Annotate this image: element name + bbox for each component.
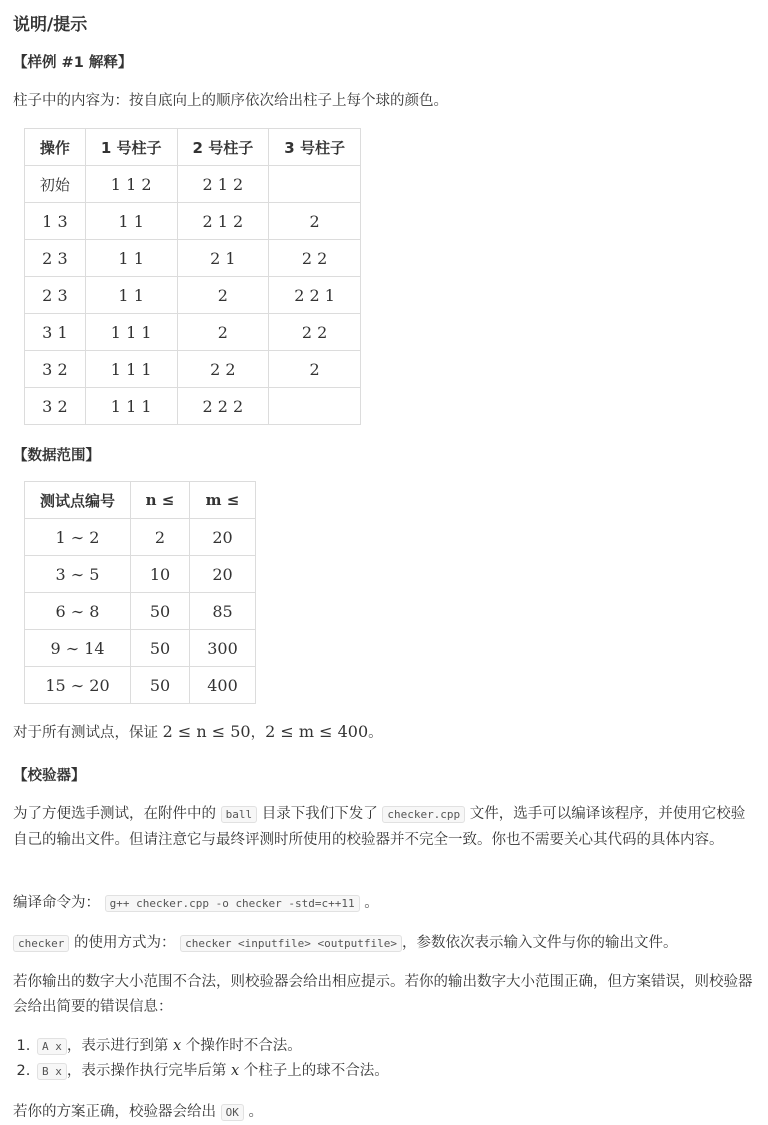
table-row [25,667,256,704]
sample-table-header [25,129,361,166]
range-cell: 20 [190,556,256,593]
sample-cell: 3 1 [25,314,86,351]
sample-header-cell: 2 号柱子 [177,129,269,166]
range-table-header [25,482,256,519]
sample-cell: 1 1 1 [85,388,177,425]
range-cell: 300 [190,630,256,667]
range-cell: 6 ∼ 8 [25,593,131,630]
sample-cell [269,388,361,425]
compile-end: 。 [364,895,379,911]
usage-part1: 的使用方式为： [69,935,176,951]
checker-desc-part3: 文件，选手可以编译该程序，并使用它校验自己的输出文件。但请注意它与最终评测时所使用的校验器并不完全一致。你也不需要关心其代码的具体内容。 [13,806,746,848]
checker-desc-part1: 为了方便选手测试，在附件中的 [13,806,221,822]
range-cell: 400 [190,667,256,704]
range-header-cell: 测试点编号 [25,482,131,519]
sample-cell: 2 2 [177,351,269,388]
sample-cell: 1 1 [85,277,177,314]
range-cell: 2 [131,519,190,556]
list-item [35,1059,755,1084]
table-row [25,277,361,314]
range-cell: 9 ∼ 14 [25,630,131,667]
list-text: ，表示操作执行完毕后第 [66,1063,231,1079]
ball-dir-code: ball [221,806,258,823]
range-cell: 85 [190,593,256,630]
table-row [25,519,256,556]
ok-part1: 若你的方案正确，校验器会给出 [13,1104,221,1120]
sample-cell [269,166,361,203]
sample-cell: 2 1 2 [177,203,269,240]
range-header-cell: n ≤ [131,482,190,519]
table-row [25,166,361,203]
sample-cell: 2 [177,314,269,351]
sample-cell: 2 3 [25,240,86,277]
range-header-cell: m ≤ [190,482,256,519]
table-row [25,314,361,351]
math-var: x [172,1038,182,1054]
constraint-m: 2 ≤ m ≤ 400 [265,722,369,741]
range-cell: 50 [131,667,190,704]
list-text: ，表示进行到第 [66,1038,173,1054]
checker-name-code: checker [13,935,69,952]
compile-code: g++ checker.cpp -o checker -std=c++11 [105,895,360,912]
table-row [25,630,256,667]
ok-code: OK [221,1104,244,1121]
constraint-prefix: 对于所有测试点，保证 [13,725,163,741]
sample-header-cell: 1 号柱子 [85,129,177,166]
list-text: 个操作时不合法。 [181,1038,302,1054]
checker-usage [13,931,753,956]
sample-cell: 2 2 [269,314,361,351]
table-row [25,203,361,240]
sample-cell: 2 [269,203,361,240]
sample-cell: 2 [177,277,269,314]
sample-cell: 2 1 2 [177,166,269,203]
usage-code: checker <inputfile> <outputfile> [180,935,402,952]
ok-note [13,1100,753,1125]
table-row [25,388,361,425]
sample-cell: 1 1 1 [85,314,177,351]
sample-cell: 1 3 [25,203,86,240]
constraint-note [13,720,753,745]
sample-cell: 1 1 2 [85,166,177,203]
list-item [35,1034,755,1059]
checker-title: 【校验器】 [13,768,86,784]
range-cell: 20 [190,519,256,556]
sample-header-cell: 3 号柱子 [269,129,361,166]
range-cell: 1 ∼ 2 [25,519,131,556]
sample-intro: 柱子中的内容为：按自底向上的顺序依次给出柱子上每个球的颜色。 [13,93,448,109]
data-range-title: 【数据范围】 [13,448,100,464]
range-cell: 3 ∼ 5 [25,556,131,593]
sample-cell: 3 2 [25,351,86,388]
range-cell: 15 ∼ 20 [25,667,131,704]
sample-cell: 2 2 [269,240,361,277]
table-row [25,593,256,630]
error-info-paragraph: 若你输出的数字大小范围不合法，则校验器会给出相应提示。若你的输出数字大小范围正确，但方案错误，则校验器会给出简要的错误信息： [13,974,753,1015]
sample-cell: 2 1 [177,240,269,277]
sample-cell: 1 1 [85,203,177,240]
table-row [25,240,361,277]
range-cell: 10 [131,556,190,593]
checker-desc-part2: 目录下我们下发了 [257,806,383,822]
error-code-a: A x [37,1038,67,1055]
ok-part2: 。 [248,1104,263,1120]
usage-part2: ，参数依次表示输入文件与你的输出文件。 [402,935,678,951]
notes-heading: 说明/提示 [13,15,88,35]
sample-cell: 2 2 1 [269,277,361,314]
range-cell: 50 [131,630,190,667]
compile-command [13,891,753,916]
error-list [13,1034,755,1084]
sample-cell: 2 2 2 [177,388,269,425]
sample-table [24,128,361,425]
sample-explanation-title: 【样例 #1 解释】 [13,55,133,71]
range-cell: 50 [131,593,190,630]
range-table [24,481,256,704]
checker-cpp-code: checker.cpp [382,806,465,823]
table-row [25,556,256,593]
sample-cell: 1 1 1 [85,351,177,388]
list-text: 个柱子上的球不合法。 [239,1063,389,1079]
error-code-b: B x [37,1063,67,1080]
sample-cell: 1 1 [85,240,177,277]
math-var: x [230,1063,240,1079]
compile-label: 编译命令为： [13,895,100,911]
constraint-sep: ， [250,725,266,741]
sample-cell: 3 2 [25,388,86,425]
constraint-n: 2 ≤ n ≤ 50 [162,722,251,741]
sample-cell: 初始 [25,166,86,203]
constraint-end: 。 [368,725,383,741]
sample-header-cell: 操作 [25,129,86,166]
sample-cell: 2 [269,351,361,388]
sample-cell: 2 3 [25,277,86,314]
table-row [25,351,361,388]
checker-description [13,802,753,852]
